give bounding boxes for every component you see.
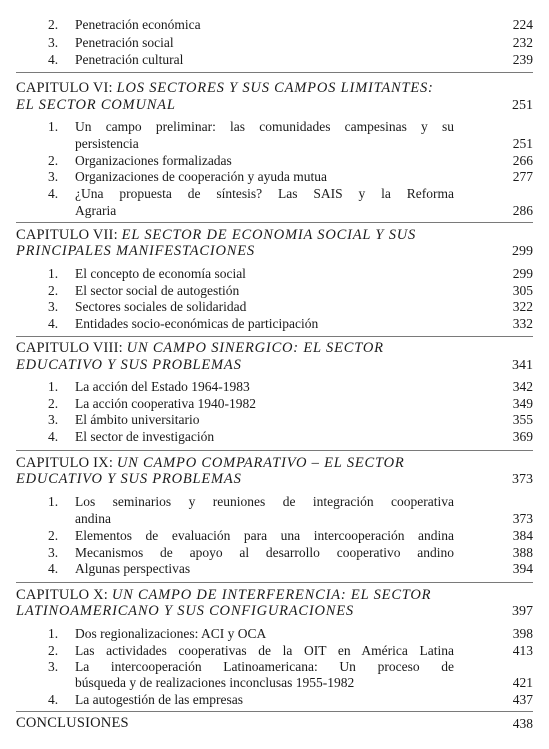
entry-title: Penetración económica: [75, 17, 201, 32]
entry-title: El ámbito universitario: [75, 412, 200, 427]
entry-number: 4.: [48, 561, 59, 576]
entry-title-cont: andina: [75, 511, 111, 526]
entry-number: 3.: [48, 169, 59, 184]
entry-page: 413: [512, 643, 533, 658]
chapter-title: UN CAMPO DE INTERFERENCIA: EL SECTOR: [111, 587, 432, 603]
entry-title: Elementos de evaluación para una intercooperación andina: [75, 528, 454, 543]
entry-page: 388: [512, 545, 533, 560]
section-divider: [16, 222, 533, 223]
chapter-title-cont: EDUCATIVO Y SUS PROBLEMAS: [16, 357, 242, 373]
entry-number: 4.: [48, 429, 59, 444]
entry-number: 2.: [48, 17, 59, 32]
chapter-title: UN CAMPO COMPARATIVO – EL SECTOR: [116, 455, 405, 471]
entry-number: 1.: [48, 379, 59, 394]
conclusions-page: 438: [512, 716, 533, 731]
entry-title: Organizaciones de cooperación y ayuda mutua: [75, 169, 328, 184]
conclusions-title: CONCLUSIONES: [16, 715, 129, 731]
entry-title: Penetración social: [75, 35, 174, 50]
entry-number: 3.: [48, 659, 59, 674]
entry-title: El sector social de autogestión: [75, 283, 240, 298]
entry-number: 4.: [48, 186, 59, 201]
chapter-title-cont: EL SECTOR COMUNAL: [16, 97, 176, 113]
entry-page: 349: [512, 396, 533, 411]
entry-title: ¿Una propuesta de síntesis? Las SAIS y la Reforma: [75, 186, 454, 201]
entry-page: 322: [512, 299, 533, 314]
entry-page: 342: [512, 379, 533, 394]
entry-title: La intercooperación Latinoamericana: Un proceso de: [75, 659, 454, 674]
section-divider: [16, 711, 533, 712]
entry-page: 232: [512, 35, 533, 50]
chapter-title-line: [16, 455, 405, 472]
entry-title: Dos regionalizaciones: ACI y OCA: [75, 626, 267, 641]
section-divider: [16, 336, 533, 337]
chapter-page: 397: [512, 604, 533, 619]
chapter-title-line: [16, 587, 431, 604]
chapter-label: CAPITULO IX:: [16, 455, 114, 471]
entry-number: 2.: [48, 643, 59, 658]
chapter-title-cont: EDUCATIVO Y SUS PROBLEMAS: [16, 471, 242, 487]
chapter-page: 341: [512, 358, 533, 373]
section-divider: [16, 72, 533, 73]
entry-page: 224: [512, 17, 533, 32]
entry-page: 398: [512, 626, 533, 641]
entry-number: 2.: [48, 396, 59, 411]
entry-number: 3.: [48, 35, 59, 50]
entry-page: 369: [512, 429, 533, 444]
entry-page: 299: [512, 266, 533, 281]
entry-page: 305: [512, 283, 533, 298]
entry-title: El sector de investigación: [75, 429, 215, 444]
entry-page: 437: [512, 692, 533, 707]
section-divider: [16, 450, 533, 451]
entry-page: 394: [512, 561, 533, 576]
entry-number: 1.: [48, 266, 59, 281]
chapter-label: CAPITULO X:: [16, 587, 109, 603]
entry-number: 3.: [48, 412, 59, 427]
entry-title: Entidades socio-económicas de participación: [75, 316, 319, 331]
chapter-page: 251: [512, 98, 533, 113]
entry-page: 373: [512, 511, 533, 526]
entry-title: La acción cooperativa 1940-1982: [75, 396, 257, 411]
entry-title: Un campo preliminar: las comunidades campesinas y su: [75, 119, 454, 134]
entry-title: Las actividades cooperativas de la OIT en América Latina: [75, 643, 454, 658]
entry-title-cont: persistencia: [75, 136, 139, 151]
chapter-label: CAPITULO VII:: [16, 227, 118, 243]
entry-number: 4.: [48, 316, 59, 331]
entry-title: La autogestión de las empresas: [75, 692, 243, 707]
entry-page: 277: [512, 169, 533, 184]
entry-page: 266: [512, 153, 533, 168]
entry-number: 1.: [48, 494, 59, 509]
entry-number: 3.: [48, 545, 59, 560]
chapter-page: 299: [512, 244, 533, 259]
entry-title: Sectores sociales de solidaridad: [75, 299, 247, 314]
chapter-title-cont: PRINCIPALES MANIFESTACIONES: [16, 243, 255, 259]
chapter-title-line: [16, 227, 416, 244]
entry-page: 355: [512, 412, 533, 427]
entry-page: 384: [512, 528, 533, 543]
entry-title: La acción del Estado 1964-1983: [75, 379, 250, 394]
chapter-title-line: [16, 80, 434, 97]
entry-number: 1.: [48, 626, 59, 641]
entry-page: 239: [512, 52, 533, 67]
section-divider: [16, 582, 533, 583]
entry-number: 2.: [48, 153, 59, 168]
chapter-page: 373: [512, 472, 533, 487]
entry-title: Algunas perspectivas: [75, 561, 191, 576]
entry-title: Los seminarios y reuniones de integración cooperativa: [75, 494, 454, 509]
chapter-title: LOS SECTORES Y SUS CAMPOS LIMITANTES:: [116, 80, 434, 96]
entry-title: Organizaciones formalizadas: [75, 153, 232, 168]
entry-page: 421: [512, 675, 533, 690]
entry-number: 2.: [48, 283, 59, 298]
entry-title: Mecanismos de apoyo al desarrollo cooperativo andino: [75, 545, 454, 560]
entry-title-cont: búsqueda y de realizaciones inconclusas 1955-1982: [75, 675, 355, 690]
entry-title: El concepto de economía social: [75, 266, 246, 281]
chapter-title: UN CAMPO SINERGICO: EL SECTOR: [126, 340, 384, 356]
chapter-label: CAPITULO VIII:: [16, 340, 123, 356]
entry-number: 2.: [48, 528, 59, 543]
chapter-title-line: [16, 340, 384, 357]
chapter-label: CAPITULO VI:: [16, 80, 113, 96]
entry-number: 3.: [48, 299, 59, 314]
entry-title-cont: Agraria: [75, 203, 117, 218]
entry-number: 4.: [48, 52, 59, 67]
entry-page: 251: [512, 136, 533, 151]
entry-number: 4.: [48, 692, 59, 707]
entry-title: Penetración cultural: [75, 52, 184, 67]
entry-page: 286: [512, 203, 533, 218]
chapter-title-cont: LATINOAMERICANO Y SUS CONFIGURACIONES: [16, 603, 354, 619]
chapter-title: EL SECTOR DE ECONOMIA SOCIAL Y SUS: [121, 227, 417, 243]
entry-number: 1.: [48, 119, 59, 134]
entry-page: 332: [512, 316, 533, 331]
